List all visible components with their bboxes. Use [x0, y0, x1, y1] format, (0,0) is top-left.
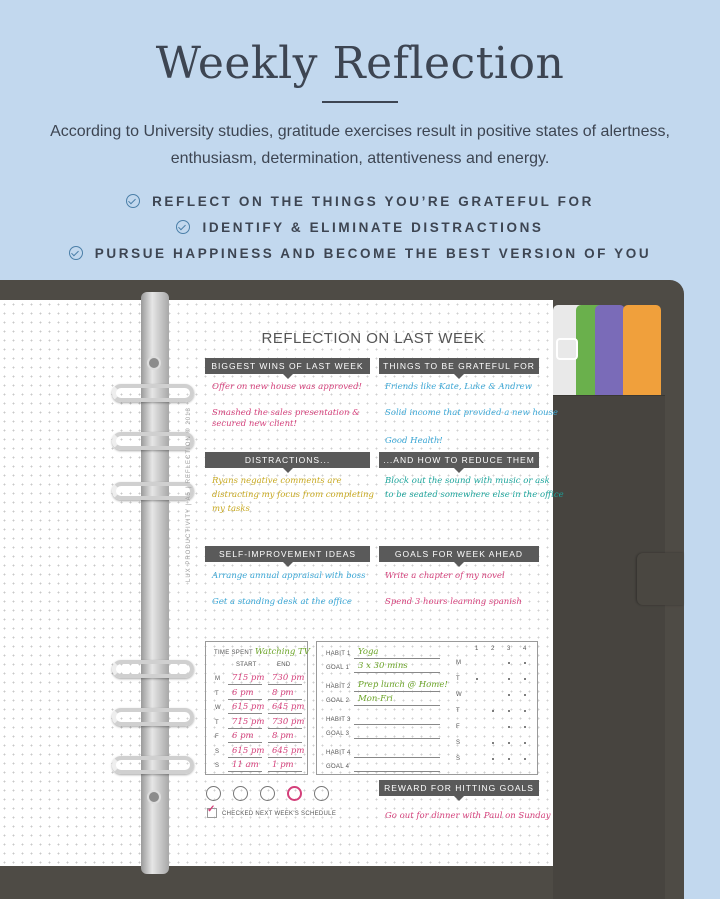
habit-empty-dot: [508, 710, 510, 712]
handwritten-entry: secured new client!: [212, 419, 297, 429]
handwritten-entry: Get a standing desk at the office: [212, 597, 352, 607]
habit-column-label: 3: [507, 646, 511, 652]
goal-label: GOAL 1: [326, 665, 350, 671]
habit-empty-dot: [492, 758, 494, 760]
handwritten-entry: distracting my focus from completing: [212, 490, 374, 500]
time-start-line: [228, 684, 262, 685]
handwritten-entry: Ryans negative comments are: [212, 476, 342, 486]
habit-line: [354, 757, 440, 758]
habit-empty-dot: [492, 742, 494, 744]
handwritten-entry: Arrange annual appraisal with boss: [212, 571, 366, 581]
section-heading: THINGS TO BE GRATEFUL FOR: [379, 358, 539, 374]
time-end: 730 pm: [272, 673, 305, 683]
time-day: T: [215, 690, 219, 697]
habit-day-label: W: [456, 692, 462, 698]
planner-title: REFLECTION ON LAST WEEK: [261, 330, 485, 347]
habit-column-label: 1: [475, 646, 479, 652]
goal-value: Mon-Fri: [358, 694, 393, 704]
feature-list: [0, 188, 720, 266]
habit-empty-dot: [524, 758, 526, 760]
habit-column-label: 4: [523, 646, 527, 652]
page-title: Weekly Reflection: [155, 38, 565, 89]
goal-line: [354, 672, 440, 673]
habit-empty-dot: [524, 678, 526, 680]
section-heading: SELF-IMPROVEMENT IDEAS: [205, 546, 370, 562]
section-heading: BIGGEST WINS OF LAST WEEK: [205, 358, 370, 374]
handwritten-entry: Spend 3 hours learning spanish: [385, 597, 522, 607]
time-end-line: [268, 728, 302, 729]
time-end-line: [268, 684, 302, 685]
checkbox-check-icon: ✓: [207, 804, 216, 815]
habit-value: Yoga: [358, 647, 379, 657]
time-end-line: [268, 771, 302, 772]
habit-empty-dot: [508, 742, 510, 744]
time-start: 6 pm: [232, 731, 254, 741]
intro-text: According to University studies, gratitude exercises result in positive states of alertness, enthusiasm, determination, attentiveness and energy.: [50, 123, 670, 167]
habit-empty-dot: [524, 742, 526, 744]
time-start-line: [228, 757, 262, 758]
habit-day-label: M: [456, 660, 462, 666]
goal-label: GOAL 2: [326, 698, 350, 704]
habit-empty-dot: [476, 678, 478, 680]
handwritten-entry: Go out for dinner with Paul on Sunday: [385, 811, 551, 821]
section-heading: REWARD FOR HITTING GOALS: [379, 780, 539, 796]
binder-ring: [112, 756, 194, 774]
time-start-line: [228, 742, 262, 743]
handwritten-entry: Write a chapter of my novel: [385, 571, 505, 581]
habit-empty-dot: [508, 678, 510, 680]
binder-ring: [112, 708, 194, 726]
habit-day-label: T: [456, 708, 460, 714]
time-start-line: [228, 713, 262, 714]
time-day: S: [215, 748, 220, 755]
feature-item: [0, 188, 720, 214]
time-day: W: [215, 705, 221, 711]
goal-label: GOAL 3: [326, 731, 350, 737]
habit-empty-dot: [508, 726, 510, 728]
binder-ring: [112, 432, 194, 450]
time-end: 645 pm: [272, 745, 305, 756]
feature-text: IDENTIFY & ELIMINATE DISTRACTIONS: [202, 219, 544, 235]
habit-day-label: F: [456, 724, 460, 730]
mood-face-icon[interactable]: [206, 786, 221, 801]
habit-label: HABIT 1: [326, 651, 351, 657]
time-spent-label: TIME SPENT: [214, 650, 254, 656]
section-heading: ...AND HOW TO REDUCE THEM: [379, 452, 539, 468]
habit-empty-dot: [508, 694, 510, 696]
goal-line: [354, 771, 440, 772]
time-start: 615 pm: [232, 745, 265, 756]
time-start: 6 pm: [232, 687, 254, 698]
time-end: 730 pm: [272, 716, 305, 727]
handwritten-entry: my tasks: [212, 504, 250, 514]
time-end: 1 pm: [272, 760, 294, 770]
habit-empty-dot: [524, 726, 526, 728]
mood-face-icon[interactable]: [287, 786, 302, 801]
handwritten-entry: Good Health!: [385, 436, 443, 446]
time-end-line: [268, 713, 302, 714]
habit-value: Prep lunch @ Home!: [358, 680, 448, 690]
mood-face-icon[interactable]: [233, 786, 248, 801]
habit-day-label: S: [456, 756, 461, 762]
rivet: [147, 356, 161, 370]
check-circle-icon: [126, 194, 140, 208]
feature-item: [0, 214, 720, 240]
time-start: 715 pm: [232, 716, 265, 727]
binder-spine: [141, 292, 169, 874]
binder-ring: [112, 482, 194, 500]
end-label: END: [277, 662, 291, 668]
time-day: M: [215, 676, 221, 682]
habit-empty-dot: [524, 662, 526, 664]
binder-strap: [637, 553, 684, 605]
habit-day-label: T: [456, 676, 460, 682]
handwritten-entry: Block out the sound with music or ask: [385, 476, 550, 486]
binder-ring: [112, 384, 194, 402]
goal-line: [354, 738, 440, 739]
binder-pocket: [553, 395, 665, 899]
time-end-line: [268, 699, 302, 700]
feature-item: [0, 240, 720, 266]
habit-line: [354, 691, 440, 692]
time-end: 8 pm: [272, 731, 294, 741]
rivet: [147, 790, 161, 804]
section-heading: GOALS FOR WEEK AHEAD: [379, 546, 539, 562]
habit-day-label: S: [456, 740, 461, 746]
time-end: 8 pm: [272, 687, 294, 698]
time-start-line: [228, 699, 262, 700]
feature-text: REFLECT ON THE THINGS YOU’RE GRATEFUL FOR: [152, 193, 594, 209]
check-circle-icon: [69, 246, 83, 260]
time-end-line: [268, 742, 302, 743]
schedule-checkbox-label: CHECKED NEXT WEEK'S SCHEDULE: [222, 811, 337, 817]
goal-line: [354, 705, 440, 706]
start-label: START: [236, 662, 257, 668]
time-start-line: [228, 728, 262, 729]
time-start: 715 pm: [232, 673, 265, 683]
habit-label: HABIT 3: [326, 717, 351, 723]
handwritten-entry: Solid income that provided a new house: [385, 408, 558, 418]
habit-line: [354, 658, 440, 659]
tab-check-icon: [556, 338, 578, 360]
habit-empty-dot: [524, 710, 526, 712]
divider-tab: [623, 305, 661, 400]
habit-label: HABIT 2: [326, 684, 351, 690]
divider-tab: [595, 305, 625, 400]
habit-line: [354, 724, 440, 725]
mood-face-icon[interactable]: [314, 786, 329, 801]
check-circle-icon: [176, 220, 190, 234]
title-divider: [322, 101, 398, 103]
habit-empty-dot: [508, 758, 510, 760]
handwritten-entry: Offer on new house was approved!: [212, 382, 362, 392]
goal-label: GOAL 4: [326, 764, 350, 770]
habit-label: HABIT 4: [326, 750, 351, 756]
time-day: F: [215, 734, 219, 740]
habit-empty-dot: [508, 662, 510, 664]
binder-ring: [112, 660, 194, 678]
time-day: S: [215, 763, 220, 769]
copyright-text: LUX PRODUCTIVITY | A5 | REFLECTION © 2018: [186, 407, 192, 582]
time-start: 615 pm: [232, 702, 265, 712]
time-start-line: [228, 771, 262, 772]
feature-text: PURSUE HAPPINESS AND BECOME THE BEST VERSION OF YOU: [94, 245, 652, 261]
section-heading: DISTRACTIONS...: [205, 452, 370, 468]
habit-empty-dot: [492, 710, 494, 712]
time-spent-activity: Watching TV: [255, 647, 310, 657]
handwritten-entry: Smashed the sales presentation &: [212, 408, 360, 418]
time-start: 11 am: [232, 760, 259, 770]
time-day: T: [215, 719, 219, 726]
habit-column-label: 2: [491, 646, 495, 652]
time-end: 645 pm: [272, 702, 305, 712]
goal-value: 3 x 30 mins: [358, 661, 408, 671]
mood-face-icon[interactable]: [260, 786, 275, 801]
habit-empty-dot: [524, 694, 526, 696]
time-end-line: [268, 757, 302, 758]
handwritten-entry: to be seated somewhere else in the office: [385, 490, 564, 500]
handwritten-entry: Friends like Kate, Luke & Andrew: [385, 382, 532, 392]
